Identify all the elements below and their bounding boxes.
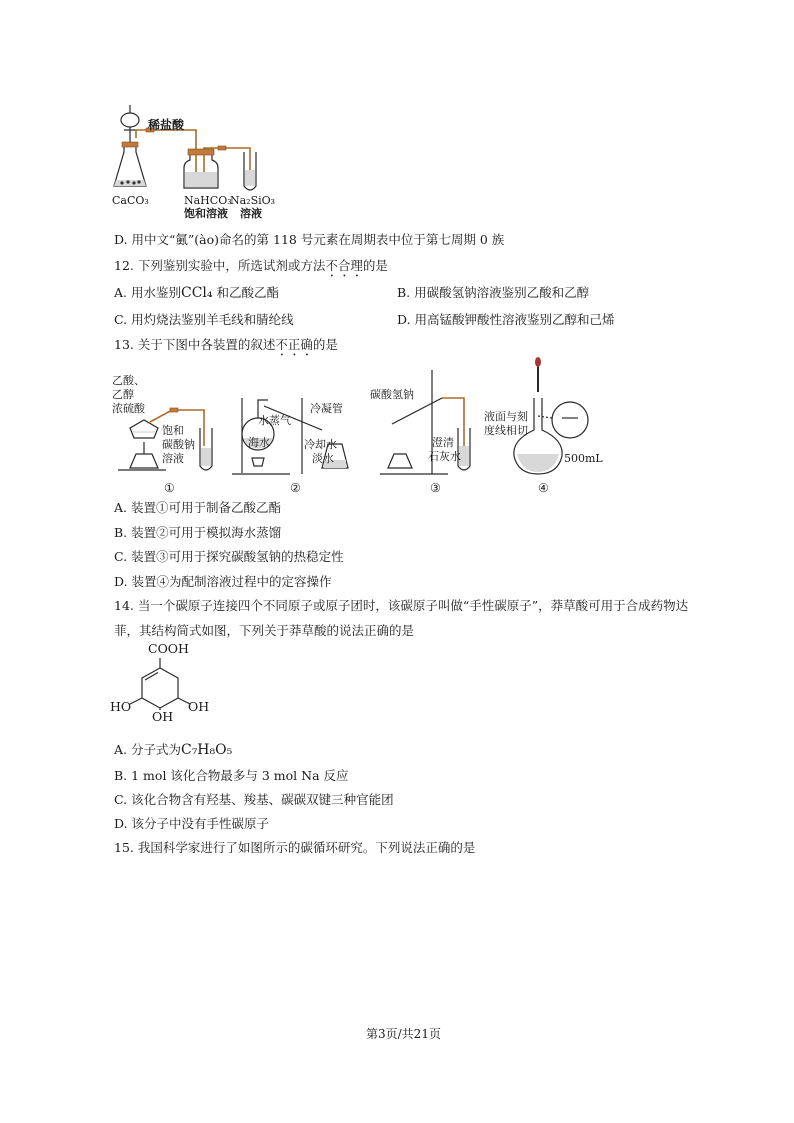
label-solution: 溶液 <box>162 452 184 465</box>
apparatus-number-1: ① <box>164 481 175 495</box>
label-oh-left: HO <box>110 699 132 714</box>
q13-stem <box>114 337 338 359</box>
q14-option-c: C. 该化合物含有羟基、羧基、碳碳双键三种官能团 <box>114 792 394 807</box>
q14-a-pre: A. 分子式为 <box>114 742 181 757</box>
q14-option-a <box>114 742 232 758</box>
label-na2sio3-solution: 溶液 <box>240 207 262 220</box>
q12-stem-post: 的是 <box>362 258 388 273</box>
q13-option-a: A. 装置①可用于制备乙酸乙酯 <box>114 500 281 515</box>
label-fresh-water: 淡水 <box>312 452 334 465</box>
label-water-vapor: 水蒸气 <box>258 414 291 427</box>
apparatus-number-3: ③ <box>430 481 441 495</box>
q12-a-formula: CCl₄ <box>180 285 213 301</box>
q14-a-formula: C₇H₈O₅ <box>180 742 233 758</box>
figure-shikimic-acid <box>110 640 230 724</box>
label-cooling-water: 冷却水 <box>304 438 337 451</box>
page-footer: 第3页/共21页 <box>366 1027 441 1041</box>
label-condenser: 冷凝管 <box>310 402 343 415</box>
label-cooh: COOH <box>148 641 189 656</box>
q15-stem: 15. 我国科学家进行了如图所示的碳循环研究。下列说法正确的是 <box>114 840 476 855</box>
label-dilute-hcl: 稀盐酸 <box>148 118 185 132</box>
q13-stem-post: 的是 <box>312 337 338 352</box>
q12-option-c: C. 用灼烧法鉴别羊毛线和腈纶线 <box>114 312 294 327</box>
q14-stem-line2: 菲，其结构简式如图，下列关于莽草酸的说法正确的是 <box>114 623 415 638</box>
q11-option-d: D. 用中文“鿫”(ào)命名的第 118 号元素在周期表中位于第七周期 0 族 <box>114 232 505 247</box>
label-500ml: 500mL <box>564 452 603 465</box>
figure-co2-apparatus <box>110 100 290 220</box>
q13-option-d: D. 装置④为配制溶液过程中的定容操作 <box>114 574 332 589</box>
q12-option-a <box>114 285 279 301</box>
label-oh-right: OH <box>188 699 210 714</box>
q12-a-post: 和乙酸乙酯 <box>212 285 279 300</box>
q14-option-d: D. 该分子中没有手性碳原子 <box>114 816 270 831</box>
label-nahco3-solution: 饱和溶液 <box>184 207 228 220</box>
label-ethanol: 乙醇 <box>112 388 134 401</box>
label-limewater: 石灰水 <box>428 450 461 463</box>
q13-option-b: B. 装置②可用于模拟海水蒸馏 <box>114 525 282 540</box>
label-saturated: 饱和 <box>162 424 184 437</box>
q14-option-b: B. 1 mol 该化合物最多与 3 mol Na 反应 <box>114 768 349 783</box>
label-caco3: CaCO₃ <box>112 194 149 207</box>
label-acetic-acid: 乙酸、 <box>112 374 145 387</box>
label-seawater: 海水 <box>248 436 270 449</box>
q13-stem-emphasis: 不正确 <box>275 337 313 352</box>
q12-a-pre: A. 用水鉴别 <box>114 285 181 300</box>
figure-q13-apparatus <box>112 358 603 498</box>
q13-option-c: C. 装置③可用于探究碳酸氢钠的热稳定性 <box>114 549 344 564</box>
label-sodium-bicarbonate: 碳酸氢钠 <box>370 388 414 401</box>
label-scale-line: 度线相切 <box>484 424 528 437</box>
q12-stem-emphasis: 不合理 <box>325 258 363 273</box>
q12-option-b: B. 用碳酸氢钠溶液鉴别乙酸和乙醇 <box>397 285 590 300</box>
label-liquid-level: 液面与刻 <box>484 410 528 423</box>
apparatus-number-2: ② <box>290 481 301 495</box>
q14-stem-line1: 14. 当一个碳原子连接四个不同原子或原子团时，该碳原子叫做“手性碳原子”，莽草酸可用于合成药物达 <box>114 598 689 613</box>
label-nahco3: NaHCO₃ <box>184 194 232 207</box>
label-oh-middle: OH <box>152 709 174 724</box>
q13-stem-pre: 13. 关于下图中各装置的叙述 <box>114 337 276 352</box>
label-sulfuric-acid: 浓硫酸 <box>112 402 145 415</box>
q12-stem <box>114 258 388 280</box>
apparatus-number-4: ④ <box>538 481 549 495</box>
label-clear: 澄清 <box>432 436 454 449</box>
q12-option-d: D. 用高锰酸钾酸性溶液鉴别乙醇和己烯 <box>397 312 615 327</box>
q12-stem-pre: 12. 下列鉴别实验中，所选试剂或方法 <box>114 258 326 273</box>
label-sodium-carbonate: 碳酸钠 <box>162 438 195 451</box>
label-na2sio3: Na₂SiO₃ <box>230 194 276 207</box>
